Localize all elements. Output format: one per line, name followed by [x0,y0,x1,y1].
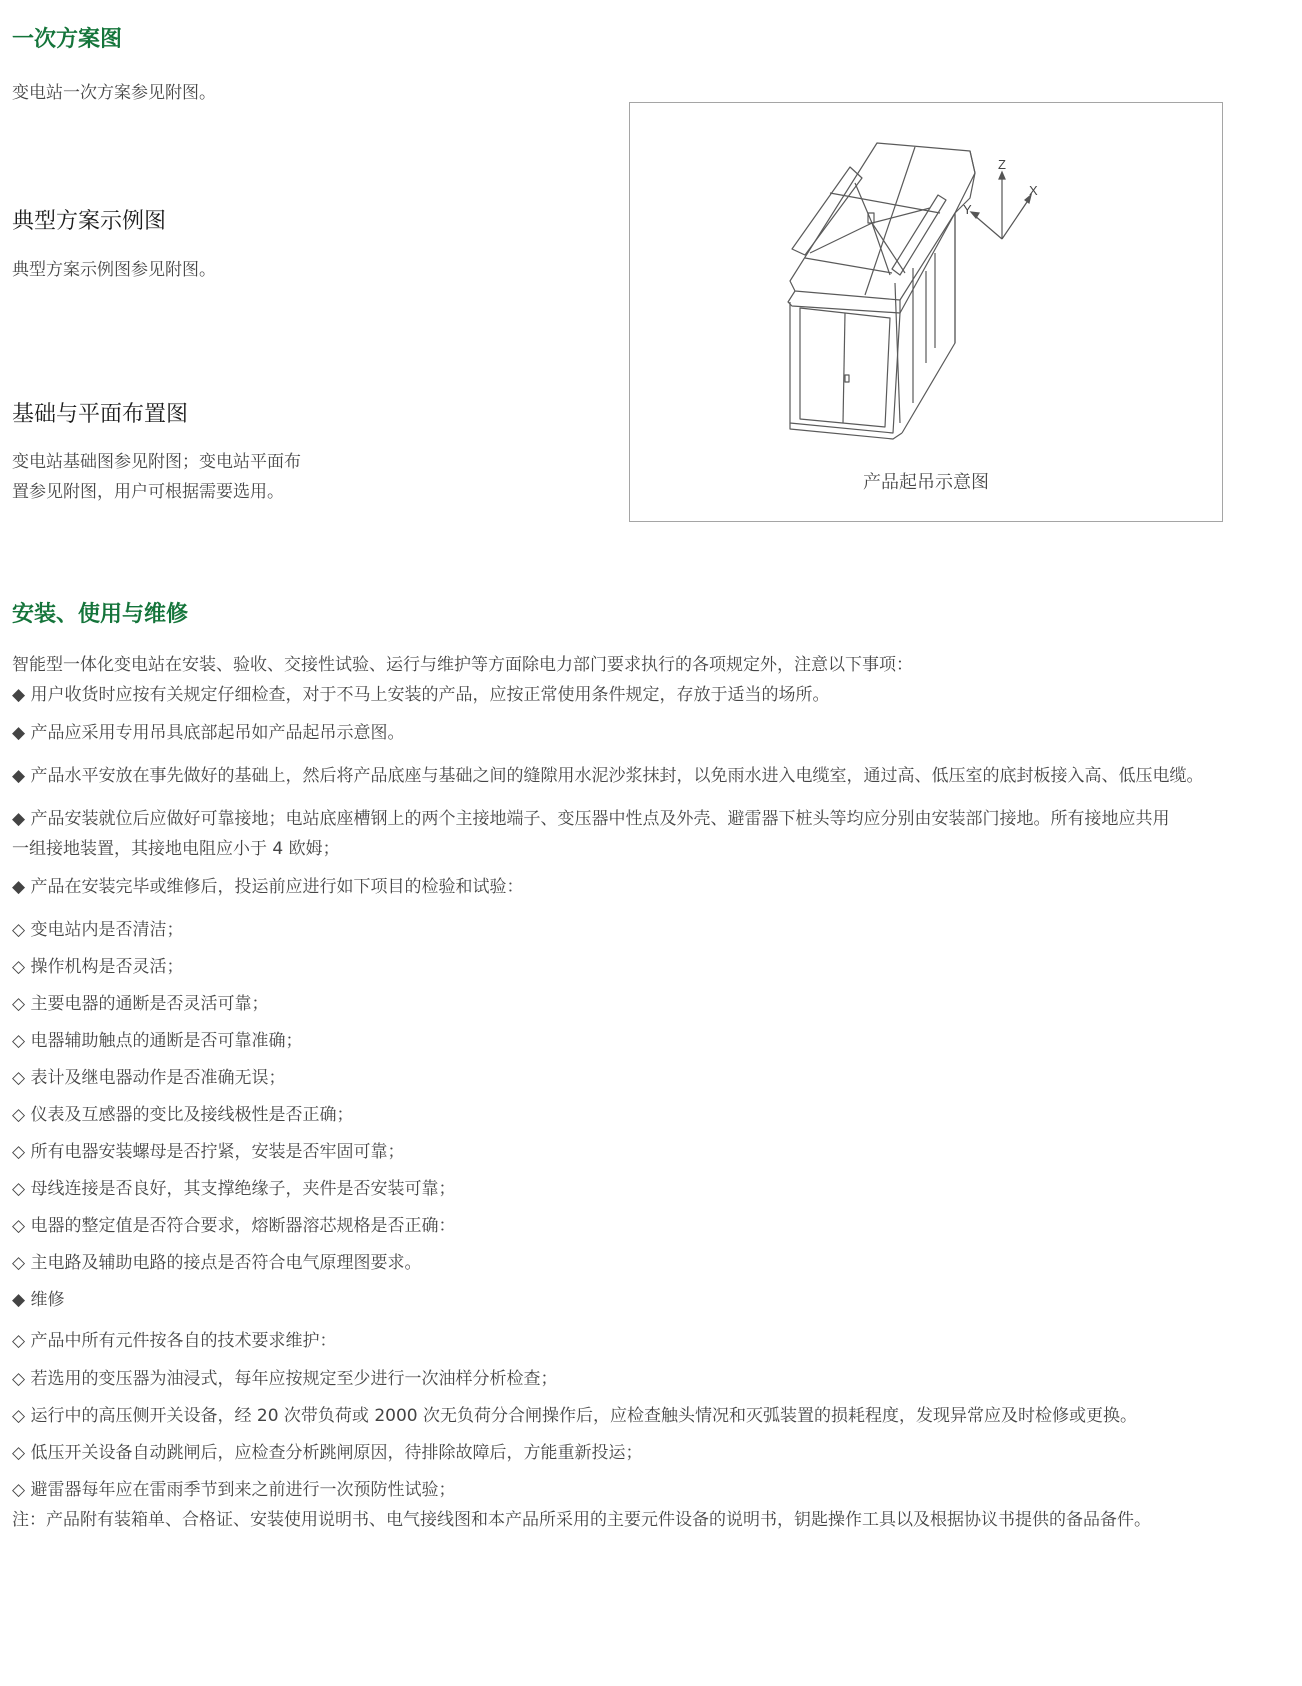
list-item: ◇ 主电路及辅助电路的接点是否符合电气原理图要求。 [12,1253,422,1273]
list-item: ◇ 表计及继电器动作是否准确无误； [12,1068,286,1088]
list-item: ◇ 母线连接是否良好，其支撑绝缘子，夹件是否安装可靠； [12,1179,456,1199]
list-item: ◇ 主要电器的通断是否灵活可靠； [12,994,269,1014]
list-item: ◇ 所有电器安装螺母是否拧紧，安装是否牢固可靠； [12,1142,405,1162]
section-text-foundation-line1: 变电站基础图参见附图；变电站平面布 [12,452,301,472]
axis-z-label: Z [998,157,1006,172]
axis-x-label: X [1029,183,1038,198]
list-item: ◆ 产品在安装完毕或维修后，投运前应进行如下项目的检验和试验： [12,877,524,897]
list-item: ◆ 产品水平安放在事先做好的基础上，然后将产品底座与基础之间的缝隙用水泥沙浆抹封，以免雨水进入电缆室，通过高、低压室的底封板接入高、低压电缆。 [12,766,1204,786]
list-item: ◆ 用户收货时应按有关规定仔细检查，对于不马上安装的产品，应按正常使用条件规定，存放于适当的场所。 [12,685,830,705]
list-item: ◇ 变电站内是否清洁； [12,920,184,940]
section-text-foundation-line2: 置参见附图，用户可根据需要选用。 [12,482,284,502]
section-title-example: 典型方案示例图 [12,209,167,234]
list-item: ◆ 产品安装就位后应做好可靠接地；电站底座槽钢上的两个主接地端子、变压器中性点及外壳、避雷器下桩头等均应分别由安装部门接地。所有接地应共用 [12,809,1170,829]
list-item: ◇ 避雷器每年应在雷雨季节到来之前进行一次预防性试验； [12,1480,456,1500]
list-item: ◆ 产品应采用专用吊具底部起吊如产品起吊示意图。 [12,723,405,743]
substation-lifting-icon [630,103,1224,523]
section-title-foundation: 基础与平面布置图 [12,402,189,427]
section-text-example: 典型方案示例图参见附图。 [12,260,216,280]
section-title-install: 安装、使用与维修 [12,602,189,627]
list-item: ◇ 电器辅助触点的通断是否可靠准确； [12,1031,303,1051]
list-item: 一组接地装置，其接地电阻应小于 4 欧姆； [12,839,340,859]
list-item: ◇ 低压开关设备自动跳闸后，应检查分析跳闸原因，待排除故障后，方能重新投运； [12,1443,643,1463]
list-item: ◆ 维修 [12,1290,65,1310]
section-text-scheme: 变电站一次方案参见附图。 [12,83,216,103]
list-item: 注：产品附有装箱单、合格证、安装使用说明书、电气接线图和本产品所采用的主要元件设备的说明书，钥匙操作工具以及根据协议书提供的备品备件。 [12,1510,1151,1530]
axis-y-label: Y [963,202,972,217]
list-item: ◇ 电器的整定值是否符合要求，熔断器溶芯规格是否正确： [12,1216,456,1236]
list-item: ◇ 产品中所有元件按各自的技术要求维护： [12,1331,337,1351]
install-intro: 智能型一体化变电站在安装、验收、交接性试验、运行与维护等方面除电力部门要求执行的各项规定外，注意以下事项： [12,655,913,675]
list-item: ◇ 操作机构是否灵活； [12,957,184,977]
list-item: ◇ 运行中的高压侧开关设备，经 20 次带负荷或 2000 次无负荷分合闸操作后，应检查触头情况和灭弧装置的损耗程度，发现异常应及时检修或更换。 [12,1406,1137,1426]
section-title-scheme: 一次方案图 [12,27,123,52]
list-item: ◇ 若选用的变压器为油浸式，每年应按规定至少进行一次油样分析检查； [12,1369,558,1389]
figure-caption: 产品起吊示意图 [863,472,989,493]
list-item: ◇ 仪表及互感器的变比及接线极性是否正确； [12,1105,354,1125]
lifting-figure [629,102,1223,522]
